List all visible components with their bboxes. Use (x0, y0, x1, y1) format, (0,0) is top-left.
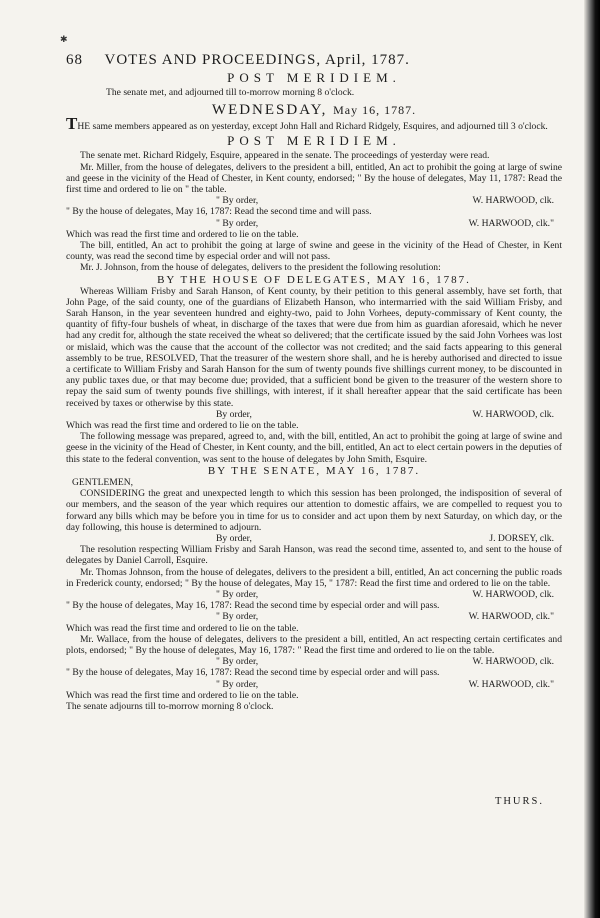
date-heading (66, 102, 562, 119)
house-heading: BY THE HOUSE OF DELEGATES, MAY 16, 1787. (157, 273, 471, 286)
paragraph-resolution: The resolution respecting William Frisby and Sarah Hanson, was read the second time, assented to, and sent to the house of delegates by Daniel Carroll, Esquire. (66, 544, 562, 567)
section-heading-post-meridiem-2: POST MERIDIEM. (227, 133, 401, 149)
paragraph-miller-bill: Mr. Miller, from the house of delegates, delivers to the president a bill, entitled, An act to prohibit the going at large of swine and geese in the vicinity of the Head of Chester, in Kent county, endorsed; " By the house of delegates, May 11, 1787: Read the first time and ordered to lie on " the table. (66, 161, 562, 196)
running-header (66, 52, 562, 69)
paragraph-first-reading-4: Which was read the first time and ordered to lie on the table. (66, 689, 299, 701)
paragraph-first-reading-1: Which was read the first time and ordered to lie on the table. (66, 228, 299, 240)
second-reading-3: " By the house of delegates, May 16, 1787: Read the second time by especial order and will pass. (66, 667, 440, 679)
paragraph-first-reading-2: Which was read the first time and ordered to lie on the table. (66, 420, 299, 432)
ink-blot-mark: ✱ (60, 34, 68, 44)
paragraph-wallace: Mr. Wallace, from the house of delegates, delivers to the president a bill, entitled, An act respecting certain certificates and plots, endorsed; " By the house of delegates, May 16, 1787: " Read the first time and ordered to lie on the table. (66, 633, 562, 656)
order-signature-6: " By order, W. HARWOOD, clk." (216, 611, 554, 623)
senate-heading: BY THE SENATE, MAY 16, 1787. (207, 464, 421, 477)
paragraph-senate-met: The senate met. Richard Ridgely, Esquire, appeared in the senate. The proceedings of yesterday were read. (80, 150, 490, 162)
order-signature-8: " By order, W. HARWOOD, clk." (216, 678, 554, 690)
page-content (66, 52, 562, 712)
drop-cap: T (66, 114, 78, 134)
page-edge-shadow (584, 0, 600, 918)
paragraph-considering: CONSIDERING the great and unexpected length to which this session has been prolonged, the indisposition of several of our members, and the season of the year which requires our attention to domestic affairs, we are compelled to request you to forward any bills which may be before you in time for us to consider and act upon them by next Saturday, on which day, or the day following, this house is determined to adjourn. (66, 488, 562, 533)
paragraph-thomas-johnson: Mr. Thomas Johnson, from the house of delegates, delivers to the president a bill, entitled, An act concerning the public roads in Frederick county, endorsed; " By the house of delegates, May 15, " 1787: Read the first time and ordered to lie on the table. (66, 566, 562, 589)
senate-adjourns-line: The senate adjourns till to-morrow morning 8 o'clock. (66, 700, 274, 712)
second-reading-2: " By the house of delegates, May 16, 1787: Read the second time by especial order and will pass. (66, 600, 440, 612)
opening-paragraph (66, 114, 562, 134)
paragraph-johnson: Mr. J. Johnson, from the house of delegates, delivers to the president the following resolution: (80, 262, 441, 274)
paragraph-geese-bill: The bill, entitled, An act to prohibit the going at large of swine and geese in the vicinity of the Head of Chester, in Kent county, was read the second time by especial order and will not pass. (66, 240, 562, 263)
day-date: May 16, 1787. (333, 103, 417, 118)
order-signature-4: By order, J. DORSEY, clk. (216, 532, 554, 544)
header-title: VOTES AND PROCEEDINGS, April, 1787. (104, 52, 410, 68)
paragraph-first-reading-3: Which was read the first time and ordered to lie on the table. (66, 622, 299, 634)
senate-adjourned-line-1: The senate met, and adjourned till to-morrow morning 8 o'clock. (106, 87, 355, 98)
order-signature-1: " By order, W. HARWOOD, clk. (216, 195, 554, 207)
opening-text: HE same members appeared as on yesterday, except John Hall and Richard Ridgely, Esquires, and adjourned till 3 o'clock. (77, 121, 548, 133)
order-signature-5: " By order, W. HARWOOD, clk. (216, 588, 554, 600)
page-number: 68 (66, 52, 83, 68)
order-signature-7: " By order, W. HARWOOD, clk. (216, 656, 554, 668)
order-signature-2: " By order, W. HARWOOD, clk." (216, 217, 554, 229)
day-name: WEDNESDAY, (211, 102, 328, 119)
second-reading-1: " By the house of delegates, May 16, 1787: Read the second time and will pass. (66, 206, 372, 218)
salutation: GENTLEMEN, (72, 476, 134, 488)
paragraph-message: The following message was prepared, agreed to, and, with the bill, entitled, An act to prohibit the going at large of swine and geese in the vicinity of the Head of Chester, in Kent county, and the bill, entitled, An act to elect certain powers in the deputies of this state to the federal convention, was sent to the house of delegates by John Smith, Esquire. (66, 431, 562, 465)
order-signature-3: By order, W. HARWOOD, clk. (216, 408, 554, 420)
section-heading-post-meridiem-1: POST MERIDIEM. (227, 70, 401, 85)
paragraph-frisby-petition: Whereas William Frisby and Sarah Hanson, of Kent county, by their petition to this general assembly, have set forth, that John Page, of the said county, one of the guardians of Elizabeth Hanson, who intermarried with the said William Frisby, and Sarah Hanson, in the year seventeen hundred and eighty-two, paid to John Vorhees, deputy-commissary of Kent county, the quantity of fifty-four bushels of wheat, in discharge of the taxes that were due from him as guardian aforesaid, which he never had any credit for, although the state received the wheat so delivered; that the certificate issued by the said John Vorhees was lost or mislaid, which was the cause that the account of the collector was not credited; and the said facts appearing to this general assembly to be true, RESOLVED, That the treasurer of the western shore shall, and he is hereby authorised and directed to issue a certificate to William Frisby and Sarah Hanson for the sum of twenty pounds five shillings current money, to be discounted in any public taxes due, or that may become due; provided, that a sufficient bond be given to the treasurer of the western shore to repay the said sum of twenty pounds five shillings, with interest, if it shall hereafter appear that the said certificate has been received by taxes or otherwise by this state. (66, 285, 562, 409)
catchword: THURS. (494, 796, 544, 807)
